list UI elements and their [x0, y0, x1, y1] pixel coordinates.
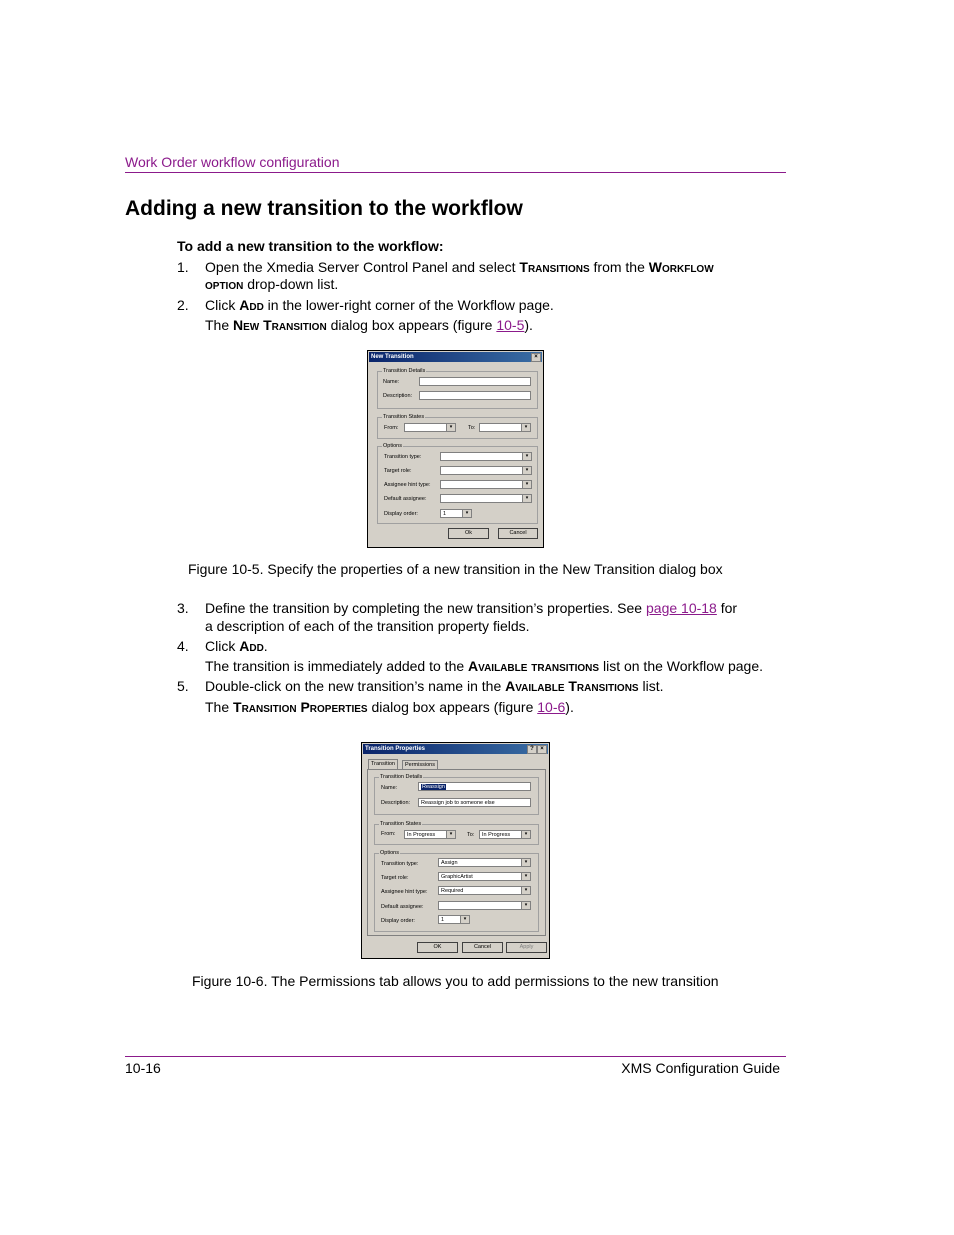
figure-caption: Figure 10-5. Specify the properties of a new transition in the New Transition dialog box	[188, 561, 723, 577]
step-text: ).	[565, 699, 574, 715]
chevron-down-icon: ▾	[522, 467, 531, 474]
target-role-label: Target role:	[381, 875, 409, 881]
from-label: From:	[381, 831, 396, 837]
procedure-heading: To add a new transition to the workflow:	[177, 238, 444, 254]
group-label: Transition Details	[383, 368, 426, 374]
description-value: Reassign job to someone else	[421, 800, 495, 806]
running-header: Work Order workflow configuration	[125, 154, 340, 170]
transition-states-group	[374, 821, 539, 845]
group-label: Options	[383, 443, 402, 449]
tab-permissions[interactable]: Permissions	[402, 760, 438, 769]
chevron-down-icon: ▾	[446, 831, 455, 838]
description-input[interactable]	[418, 798, 531, 807]
step-number: 4.	[177, 638, 189, 654]
footer-rule	[125, 1056, 786, 1057]
target-role-select[interactable]	[440, 466, 532, 475]
transition-details-group	[377, 368, 538, 409]
from-value: In Progress	[407, 832, 436, 838]
name-value: Reassign	[422, 784, 445, 790]
group-label: Options	[380, 850, 399, 856]
display-order-select[interactable]	[440, 509, 472, 518]
chevron-down-icon: ▾	[460, 916, 469, 923]
group-label: Transition Details	[380, 774, 423, 780]
ui-term: Add	[239, 638, 264, 654]
step-5-text	[205, 678, 664, 694]
step-text: .	[263, 638, 268, 654]
step-2-note	[205, 317, 533, 333]
from-select[interactable]	[404, 830, 456, 839]
header-rule	[125, 172, 786, 173]
description-label: Description:	[383, 393, 413, 399]
page-title: Adding a new transition to the workflow	[125, 197, 523, 220]
step-text: drop-down list.	[243, 276, 339, 292]
transition-details-group	[374, 774, 539, 815]
figure-link[interactable]: 10-6	[537, 699, 566, 715]
step-text: Define the transition by completing the new transition’s properties. See	[205, 600, 646, 616]
step-4-note	[205, 658, 763, 674]
options-group	[374, 850, 539, 932]
options-group	[377, 443, 538, 524]
transition-type-select[interactable]	[440, 452, 532, 461]
chevron-down-icon: ▾	[522, 495, 531, 502]
step-text: list.	[638, 678, 664, 694]
target-role-select[interactable]	[438, 872, 531, 881]
target-role-value: GraphicArtist	[441, 874, 473, 880]
step-text: Double-click on the new transition’s name in the	[205, 678, 506, 694]
tab-transition[interactable]: Transition	[368, 759, 398, 769]
step-4-text	[205, 638, 268, 654]
ui-term: New Transition	[233, 317, 327, 333]
ui-term: Transition Properties	[233, 699, 368, 715]
chevron-down-icon: ▾	[446, 424, 455, 431]
display-order-label: Display order:	[381, 918, 415, 924]
close-icon[interactable]: ×	[531, 353, 541, 362]
group-label: Transition States	[383, 414, 425, 420]
from-select[interactable]	[404, 423, 456, 432]
step-number: 5.	[177, 678, 189, 694]
transition-states-group	[377, 414, 538, 439]
step-text: dialog box appears (figure	[326, 317, 497, 333]
step-text: ).	[524, 317, 533, 333]
default-assignee-label: Default assignee:	[381, 904, 424, 910]
name-input[interactable]	[418, 782, 531, 791]
chevron-down-icon: ▾	[521, 859, 530, 866]
transition-type-label: Transition type:	[384, 454, 422, 460]
step-text: The	[205, 699, 234, 715]
step-number: 3.	[177, 600, 189, 616]
step-text: The	[205, 317, 234, 333]
ui-term: option	[205, 276, 244, 292]
help-icon[interactable]: ?	[527, 745, 537, 754]
new-transition-dialog	[367, 350, 544, 548]
step-1-text-line2	[205, 276, 338, 292]
assignee-hint-type-select[interactable]	[440, 480, 532, 489]
figure-link[interactable]: 10-5	[496, 317, 525, 333]
figure-caption: Figure 10-6. The Permissions tab allows you to add permissions to the new transition	[192, 973, 719, 989]
ui-term: Workflow	[648, 259, 714, 275]
assignee-hint-type-label: Assignee hint type:	[384, 482, 431, 488]
display-order-label: Display order:	[384, 511, 418, 517]
ok-button[interactable]: Ok	[448, 528, 489, 539]
step-text: dialog box appears (figure	[367, 699, 538, 715]
assignee-hint-type-value: Required	[441, 888, 464, 894]
chevron-down-icon: ▾	[521, 873, 530, 880]
step-text: from the	[589, 259, 649, 275]
to-select[interactable]	[479, 830, 531, 839]
ui-term: Available Transitions	[505, 678, 639, 694]
ui-term: Available transitions	[468, 658, 600, 674]
target-role-label: Target role:	[384, 468, 412, 474]
chevron-down-icon: ▾	[522, 481, 531, 488]
assignee-hint-type-label: Assignee hint type:	[381, 889, 428, 895]
dialog-titlebar	[369, 352, 542, 362]
to-select[interactable]	[479, 423, 531, 432]
step-1-text	[205, 259, 714, 275]
close-icon[interactable]: ×	[537, 745, 547, 754]
chevron-down-icon: ▾	[521, 887, 530, 894]
dialog-title: New Transition	[371, 354, 414, 360]
default-assignee-select[interactable]	[440, 494, 532, 503]
step-text: The transition is immediately added to the	[205, 658, 469, 674]
step-number: 2.	[177, 297, 189, 313]
step-text: Open the Xmedia Server Control Panel and select	[205, 259, 520, 275]
from-label: From:	[384, 425, 399, 431]
transition-properties-dialog	[361, 742, 550, 959]
chevron-down-icon: ▾	[521, 424, 530, 431]
step-text: Click	[205, 297, 240, 313]
apply-button[interactable]: Apply	[506, 942, 547, 953]
step-3-text	[205, 600, 737, 616]
display-order-value: 1	[441, 917, 445, 923]
dialog-titlebar	[363, 744, 548, 754]
name-input[interactable]	[419, 377, 531, 386]
default-assignee-label: Default assignee:	[384, 496, 427, 502]
chevron-down-icon: ▾	[521, 902, 530, 909]
cancel-button[interactable]: Cancel	[462, 942, 503, 953]
ui-term: Transitions	[519, 259, 590, 275]
chevron-down-icon: ▾	[522, 453, 531, 460]
cancel-button[interactable]: Cancel	[498, 528, 538, 539]
transition-type-select[interactable]	[438, 858, 531, 867]
display-order-value: 1	[443, 511, 447, 517]
step-5-note	[205, 699, 574, 715]
chevron-down-icon: ▾	[521, 831, 530, 838]
default-assignee-select[interactable]	[438, 901, 531, 910]
ui-term: Add	[239, 297, 264, 313]
step-text: for	[716, 600, 738, 616]
step-text: list on the Workflow page.	[599, 658, 764, 674]
to-value: In Progress	[482, 832, 511, 838]
step-number: 1.	[177, 259, 189, 275]
page-number: 10-16	[125, 1060, 161, 1076]
dialog-title: Transition Properties	[365, 746, 426, 752]
step-2-text	[205, 297, 554, 313]
step-text: Click	[205, 638, 240, 654]
chevron-down-icon: ▾	[462, 510, 471, 517]
guide-title: XMS Configuration Guide	[621, 1060, 780, 1076]
description-label: Description:	[381, 800, 411, 806]
name-label: Name:	[381, 785, 398, 791]
name-label: Name:	[383, 379, 400, 385]
assignee-hint-type-select[interactable]	[438, 886, 531, 895]
page-link[interactable]: page 10-18	[646, 600, 717, 616]
step-text: in the lower-right corner of the Workflow page.	[263, 297, 554, 313]
transition-type-value: Assign	[441, 860, 458, 866]
to-label: To:	[468, 425, 476, 431]
step-3-text-line2: a description of each of the transition property fields.	[205, 618, 530, 634]
display-order-select[interactable]	[438, 915, 470, 924]
group-label: Transition States	[380, 821, 422, 827]
description-input[interactable]	[419, 391, 531, 400]
transition-type-label: Transition type:	[381, 861, 419, 867]
to-label: To:	[467, 832, 475, 838]
ok-button[interactable]: OK	[417, 942, 458, 953]
